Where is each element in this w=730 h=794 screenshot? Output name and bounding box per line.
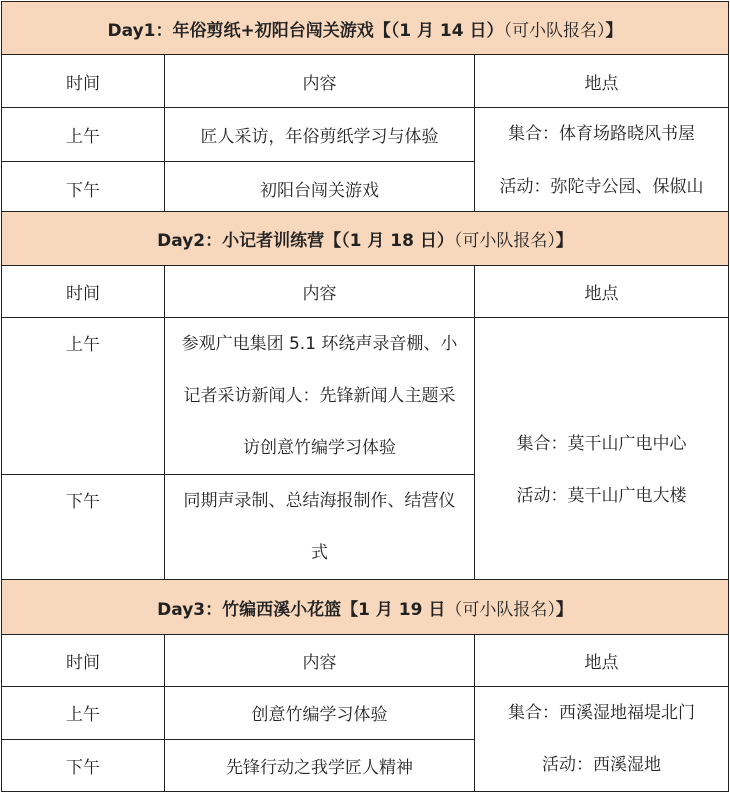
day2-title-text: Day2：小记者训练营【（1 月 18 日） [157, 231, 454, 251]
day1-row-morning [2, 108, 729, 162]
day3-place [475, 687, 729, 792]
day3-column-headers [2, 635, 729, 687]
day2-title [2, 212, 729, 266]
day2-afternoon-line-1: 同期声录制、总结海报制作、结营仪 [183, 491, 456, 511]
day1-title [2, 2, 729, 55]
day3-title-end: 】 [555, 599, 573, 620]
day2-place [475, 318, 729, 580]
day2-col-place: 地点 [475, 266, 729, 318]
day3-morning-time: 上午 [2, 687, 165, 740]
day1-column-headers [2, 55, 729, 108]
day2-column-headers [2, 266, 729, 318]
day1-morning-content: 匠人采访，年俗剪纸学习与体验 [165, 108, 475, 162]
day3-col-content: 内容 [165, 635, 475, 687]
day3-afternoon-content: 先锋行动之我学匠人精神 [165, 739, 475, 792]
day2-col-time: 时间 [2, 266, 165, 318]
day2-morning-content [165, 318, 475, 475]
day2-afternoon-time: 下午 [2, 475, 165, 580]
day3-signup-note: （可小队报名） [445, 599, 556, 620]
day3-place-activity: 活动：西溪湿地 [542, 755, 661, 775]
day2-afternoon-line-2: 式 [311, 543, 328, 563]
day3-morning-content: 创意竹编学习体验 [165, 687, 475, 740]
day2-place-gather: 集合：莫干山广电中心 [516, 434, 687, 454]
day3-title-text: Day3：竹编西溪小花篮【1 月 19 日 [157, 599, 446, 620]
day2-header-row [2, 212, 729, 266]
day2-signup-note: （可小队报名） [453, 231, 556, 251]
day2-table [1, 211, 729, 580]
day2-morning-line-1: 参观广电集团 5.1 环绕声录音棚、小 [181, 334, 458, 354]
day2-place-activity: 活动：莫干山广电大楼 [516, 486, 687, 506]
day1-table [1, 1, 729, 215]
day3-place-gather: 集合：西溪湿地福堤北门 [508, 703, 695, 723]
day1-col-time: 时间 [2, 55, 165, 108]
day1-afternoon-content: 初阳台闯关游戏 [165, 162, 475, 215]
day2-afternoon-content [165, 475, 475, 580]
day1-title-text: Day1：年俗剪纸+初阳台闯关游戏【（1 月 14 日） [107, 20, 504, 41]
day1-morning-time: 上午 [2, 108, 165, 162]
day1-col-place: 地点 [475, 55, 729, 108]
day2-morning-line-2: 记者采访新闻人：先锋新闻人主题采 [183, 386, 456, 406]
day3-table [1, 579, 729, 792]
day1-signup-note: （可小队报名） [503, 20, 606, 41]
day1-place [475, 108, 729, 215]
day1-title-end: 】 [605, 20, 623, 41]
day3-row-morning [2, 687, 729, 740]
day2-title-end: 】 [555, 231, 573, 251]
day1-col-content: 内容 [165, 55, 475, 108]
day1-place-gather: 集合：体育场路晓风书屋 [508, 124, 695, 144]
day2-morning-time: 上午 [2, 318, 165, 475]
day1-header-row [2, 2, 729, 55]
day3-header-row [2, 580, 729, 635]
day3-afternoon-time: 下午 [2, 739, 165, 792]
day1-place-activity: 活动：弥陀寺公园、保俶山 [499, 177, 704, 197]
day2-row-morning [2, 318, 729, 475]
day2-morning-line-3: 访创意竹编学习体验 [243, 438, 396, 458]
day1-afternoon-time: 下午 [2, 162, 165, 215]
day2-col-content: 内容 [165, 266, 475, 318]
day3-col-place: 地点 [475, 635, 729, 687]
day3-col-time: 时间 [2, 635, 165, 687]
day3-title [2, 580, 729, 635]
